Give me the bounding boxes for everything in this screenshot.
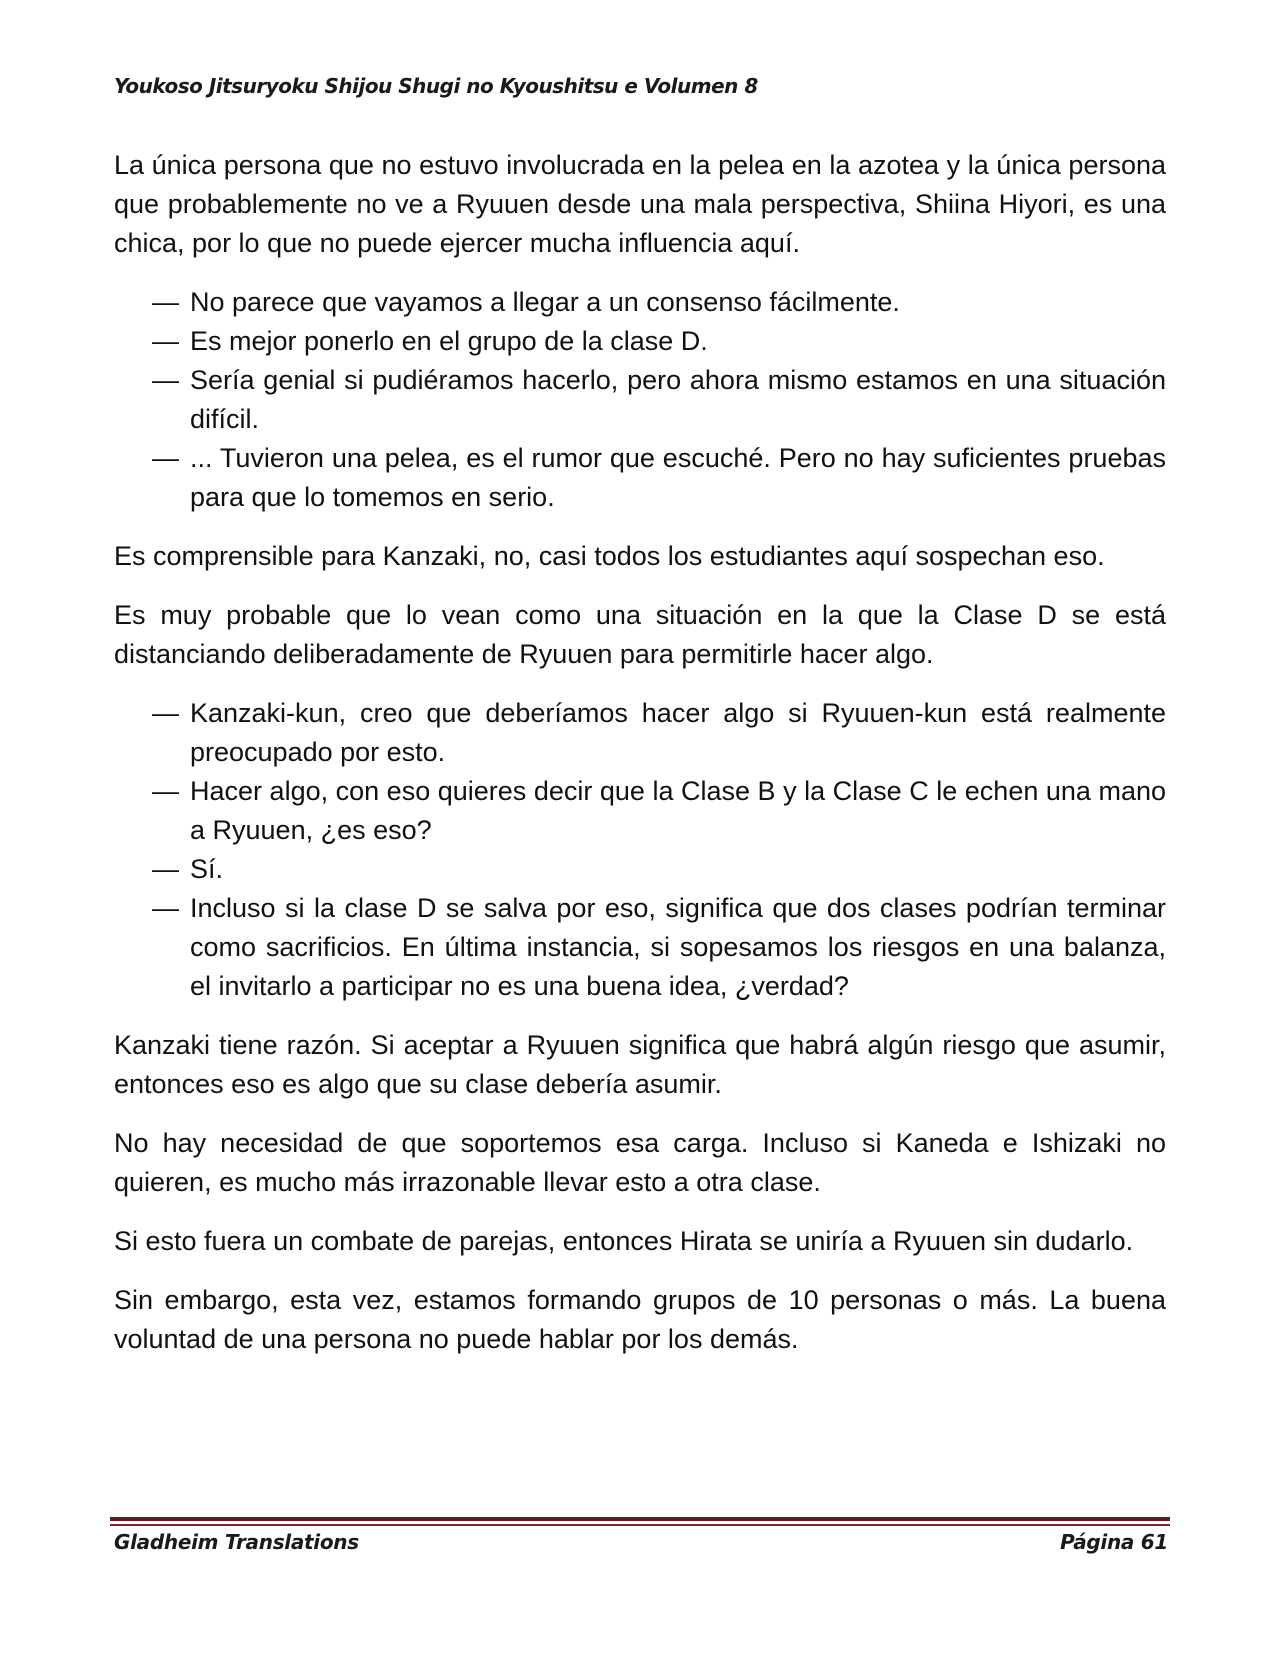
footer-credit: Gladheim Translations: [114, 1530, 359, 1554]
page-body: [114, 146, 1166, 1379]
dialogue-text: Kanzaki-kun, creo que deberíamos hacer algo si Ryuuen-kun está realmente preocupado por esto.: [190, 698, 1166, 767]
dash-mark: —: [152, 698, 179, 728]
dialogue-line: [152, 361, 1166, 439]
dash-mark: —: [152, 326, 179, 356]
dialogue-block: [152, 283, 1166, 517]
dialogue-block: [152, 694, 1166, 1006]
paragraph: Es muy probable que lo vean como una situación en la que la Clase D se está distanciando deliberadamente de Ryuuen para permitirle hacer algo.: [114, 600, 1166, 669]
footer-divider-thin: [110, 1524, 1170, 1526]
dialogue-line: [152, 283, 1166, 322]
dash-mark: —: [152, 287, 179, 317]
paragraph: No hay necesidad de que soportemos esa carga. Incluso si Kaneda e Ishizaki no quieren, es mucho más irrazonable llevar esto a otra clase.: [114, 1128, 1166, 1197]
paragraph: La única persona que no estuvo involucrada en la pelea en la azotea y la única persona que probablemente no ve a Ryuuen desde una mala perspectiva, Shiina Hiyori, es una chica, por lo que no puede ejercer mucha influencia aquí.: [114, 150, 1166, 258]
dialogue-text: No parece que vayamos a llegar a un consenso fácilmente.: [190, 287, 900, 317]
paragraph: Es comprensible para Kanzaki, no, casi todos los estudiantes aquí sospechan eso.: [114, 541, 1105, 571]
footer-divider: [110, 1517, 1170, 1521]
dialogue-line: [152, 850, 1166, 889]
dialogue-line: [152, 889, 1166, 1006]
dialogue-text: ... Tuvieron una pelea, es el rumor que escuché. Pero no hay suficientes pruebas para que lo tomemos en serio.: [190, 443, 1166, 512]
running-header: Youkoso Jitsuryoku Shijou Shugi no Kyoushitsu e Volumen 8: [114, 74, 758, 98]
dash-mark: —: [152, 776, 179, 806]
paragraph: Kanzaki tiene razón. Si aceptar a Ryuuen significa que habrá algún riesgo que asumir, entonces eso es algo que su clase debería asumir.: [114, 1030, 1166, 1099]
dialogue-text: Sí.: [190, 854, 224, 884]
dialogue-text: Sería genial si pudiéramos hacerlo, pero ahora mismo estamos en una situación difícil.: [190, 365, 1166, 434]
dialogue-text: Es mejor ponerlo en el grupo de la clase D.: [190, 326, 708, 356]
dash-mark: —: [152, 443, 179, 473]
dash-mark: —: [152, 893, 179, 923]
dash-mark: —: [152, 854, 179, 884]
dash-mark: —: [152, 365, 179, 395]
dialogue-line: [152, 322, 1166, 361]
dialogue-line: [152, 439, 1166, 517]
page-number: Página 61: [1060, 1530, 1168, 1554]
dialogue-line: [152, 772, 1166, 850]
dialogue-text: Incluso si la clase D se salva por eso, significa que dos clases podrían terminar como sacrificios. En última instancia, si sopesamos los riesgos en una balanza, el invitarlo a participar no es una buena idea, ¿verdad?: [190, 893, 1166, 1001]
paragraph: Si esto fuera un combate de parejas, entonces Hirata se uniría a Ryuuen sin dudarlo.: [114, 1226, 1134, 1256]
dialogue-text: Hacer algo, con eso quieres decir que la Clase B y la Clase C le echen una mano a Ryuuen, ¿es eso?: [190, 776, 1166, 845]
dialogue-line: [152, 694, 1166, 772]
paragraph: Sin embargo, esta vez, estamos formando grupos de 10 personas o más. La buena voluntad de una persona no puede hablar por los demás.: [114, 1285, 1166, 1354]
